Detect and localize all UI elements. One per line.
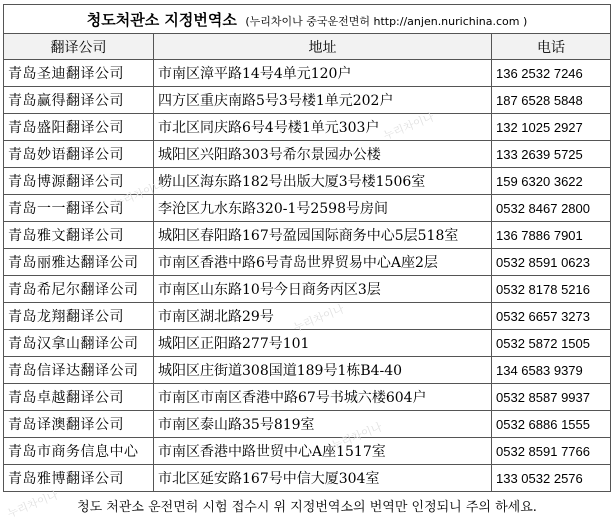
- phone-cell: 0532 8591 0623: [492, 249, 611, 276]
- company-cell: 青岛卓越翻译公司: [4, 384, 154, 411]
- phone-cell: 159 6320 3622: [492, 168, 611, 195]
- header-phone: 电话: [492, 34, 611, 60]
- watermark-text: 누리차이나: [381, 110, 436, 143]
- table-row: [4, 276, 611, 303]
- address-cell: 市南区山东路10号今日商务丙区3层: [154, 276, 492, 303]
- table-row: [4, 411, 611, 438]
- watermark-text: 누리차이나: [291, 302, 346, 335]
- table-row: [4, 195, 611, 222]
- phone-cell: 133 0532 2576: [492, 465, 611, 492]
- table-title-row: [4, 5, 611, 34]
- company-cell: 青岛盛阳翻译公司: [4, 114, 154, 141]
- address-cell: 市南区泰山路35号819室: [154, 411, 492, 438]
- address-cell: 市北区同庆路6号4号楼1单元303户: [154, 114, 492, 141]
- address-cell: 四方区重庆南路5号3号楼1单元202户: [154, 87, 492, 114]
- phone-cell: 187 6528 5848: [492, 87, 611, 114]
- table-row: [4, 438, 611, 465]
- company-cell: 青岛一一翻译公司: [4, 195, 154, 222]
- address-cell: 城阳区正阳路277号101: [154, 330, 492, 357]
- address-cell: 市南区香港中路世贸中心A座1517室: [154, 438, 492, 465]
- company-cell: 青岛妙语翻译公司: [4, 141, 154, 168]
- address-cell: 城阳区春阳路167号盈园国际商务中心5层518室: [154, 222, 492, 249]
- phone-cell: 0532 8467 2800: [492, 195, 611, 222]
- company-cell: 青岛丽雅达翻译公司: [4, 249, 154, 276]
- address-cell: 李沧区九水东路320-1号2598号房间: [154, 195, 492, 222]
- company-cell: 青岛雅文翻译公司: [4, 222, 154, 249]
- phone-cell: 0532 6886 1555: [492, 411, 611, 438]
- table-title-cell: [4, 5, 611, 34]
- company-cell: 青岛博源翻译公司: [4, 168, 154, 195]
- phone-cell: 0532 8591 7766: [492, 438, 611, 465]
- table-row: [4, 384, 611, 411]
- company-cell: 青岛译澳翻译公司: [4, 411, 154, 438]
- address-cell: 市南区湖北路29号: [154, 303, 492, 330]
- company-cell: 青岛雅博翻译公司: [4, 465, 154, 492]
- company-cell: 青岛汉拿山翻译公司: [4, 330, 154, 357]
- phone-cell: 132 1025 2927: [492, 114, 611, 141]
- table-row: [4, 465, 611, 492]
- address-cell: 市北区延安路167号中信大厦304室: [154, 465, 492, 492]
- company-cell: 青岛信译达翻译公司: [4, 357, 154, 384]
- header-company: 翻译公司: [4, 34, 154, 60]
- table-row: [4, 141, 611, 168]
- company-cell: 青岛龙翔翻译公司: [4, 303, 154, 330]
- phone-cell: 0532 6657 3273: [492, 303, 611, 330]
- watermark-text: 누리차이나: [329, 420, 384, 453]
- page-title: 청도처관소 지정번역소: [86, 10, 237, 29]
- company-cell: 青岛市商务信息中心: [4, 438, 154, 465]
- company-cell: 青岛希尼尔翻译公司: [4, 276, 154, 303]
- table-footer-row: [4, 492, 611, 519]
- address-cell: 城阳区庄街道308国道189号1栋B4-40: [154, 357, 492, 384]
- table-header-row: [4, 34, 611, 60]
- table-row: [4, 114, 611, 141]
- address-cell: 市南区漳平路14号4单元120户: [154, 60, 492, 87]
- address-cell: 市南区市南区香港中路67号书城六楼604户: [154, 384, 492, 411]
- watermark-text: 누리차이나: [111, 178, 166, 211]
- phone-cell: 133 2639 5725: [492, 141, 611, 168]
- address-cell: 城阳区兴阳路303号希尔景园办公楼: [154, 141, 492, 168]
- header-address: 地址: [154, 34, 492, 60]
- footer-note: 청도 처관소 운전면허 시험 접수시 위 지정번역소의 번역만 인정되니 주의 하세요.: [4, 492, 611, 519]
- translation-office-table: [3, 4, 611, 518]
- table-row: [4, 60, 611, 87]
- translation-office-table-sheet: [3, 4, 610, 518]
- address-cell: 市南区香港中路6号青岛世界贸易中心A座2层: [154, 249, 492, 276]
- phone-cell: 0532 5872 1505: [492, 330, 611, 357]
- phone-cell: 136 2532 7246: [492, 60, 611, 87]
- company-cell: 青岛赢得翻译公司: [4, 87, 154, 114]
- table-row: [4, 249, 611, 276]
- phone-cell: 0532 8178 5216: [492, 276, 611, 303]
- table-row: [4, 87, 611, 114]
- table-row: [4, 357, 611, 384]
- table-row: [4, 168, 611, 195]
- table-row: [4, 303, 611, 330]
- table-row: [4, 222, 611, 249]
- company-cell: 青岛圣迪翻译公司: [4, 60, 154, 87]
- phone-cell: 136 7886 7901: [492, 222, 611, 249]
- address-cell: 崂山区海东路182号出版大厦3号楼1506室: [154, 168, 492, 195]
- page-subtitle: (누리차이나 중국운전면허 http://anjen.nurichina.com ): [245, 14, 528, 28]
- table-row: [4, 330, 611, 357]
- phone-cell: 134 6583 9379: [492, 357, 611, 384]
- watermark-text: 누리차이나: [5, 488, 60, 521]
- phone-cell: 0532 8587 9937: [492, 384, 611, 411]
